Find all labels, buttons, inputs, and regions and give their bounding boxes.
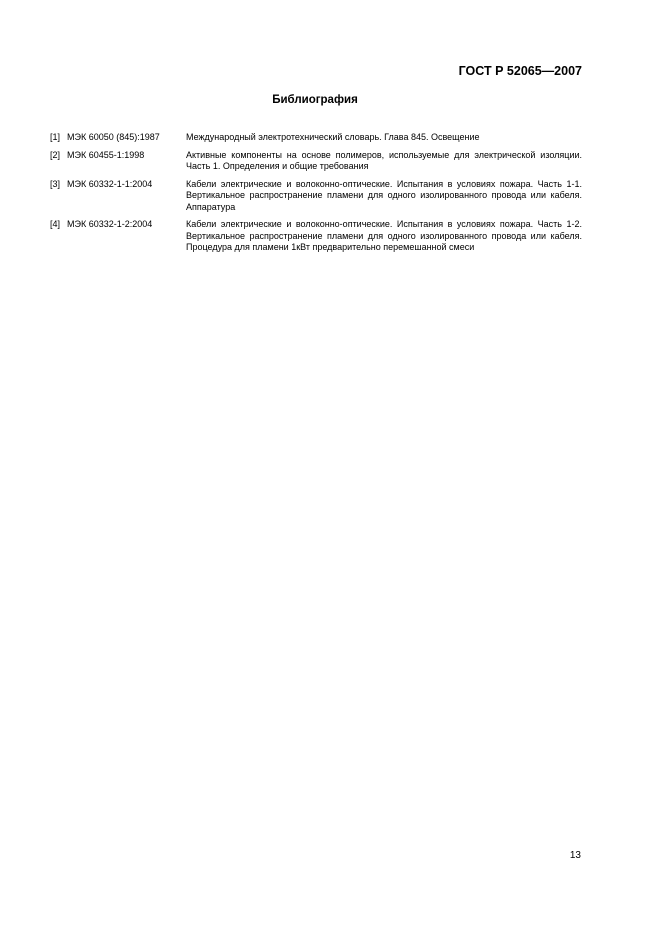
reference-number: [4] [50, 219, 61, 229]
reference-standard-code: МЭК 60455-1:1998 [67, 149, 145, 160]
page-number: 13 [569, 850, 581, 861]
reference-description: Кабели электрические и волоконно-оптические. Испытания в условиях пожара. Часть 1-2. Вертикальное распространение пламени для одного изолированного провода или кабеля. Процедура для пламени 1кВт предварительно перемешанной смеси [186, 219, 582, 252]
reference-number: [3] [50, 178, 61, 189]
reference-number: [2] [50, 149, 61, 160]
reference-standard-code: МЭК 60332-1-2:2004 [67, 219, 153, 229]
reference-standard-code: МЭК 60050 (845):1987 [67, 132, 160, 142]
reference-description: Кабели электрические и волоконно-оптические. Испытания в условиях пожара. Часть 1-1. Вертикальное распространение пламени для одного изолированного провода или кабеля. Аппаратура [186, 178, 582, 212]
reference-description: Активные компоненты на основе полимеров, используемые для электрической изоляции. Часть 1. Определения и общие требования [186, 149, 582, 171]
bibliography-item-2 [50, 150, 582, 173]
reference-standard-code: МЭК 60332-1-1:2004 [67, 178, 153, 189]
document-code: ГОСТ Р 52065—2007 [458, 64, 582, 78]
section-title: Библиография [272, 94, 358, 106]
bibliography-list [50, 132, 582, 260]
reference-number: [1] [50, 132, 61, 142]
reference-description: Международный электротехнический словарь. Глава 845. Освещение [186, 132, 480, 142]
bibliography-item-1 [50, 132, 582, 144]
bibliography-item-4 [50, 219, 582, 254]
bibliography-item-3 [50, 179, 582, 214]
